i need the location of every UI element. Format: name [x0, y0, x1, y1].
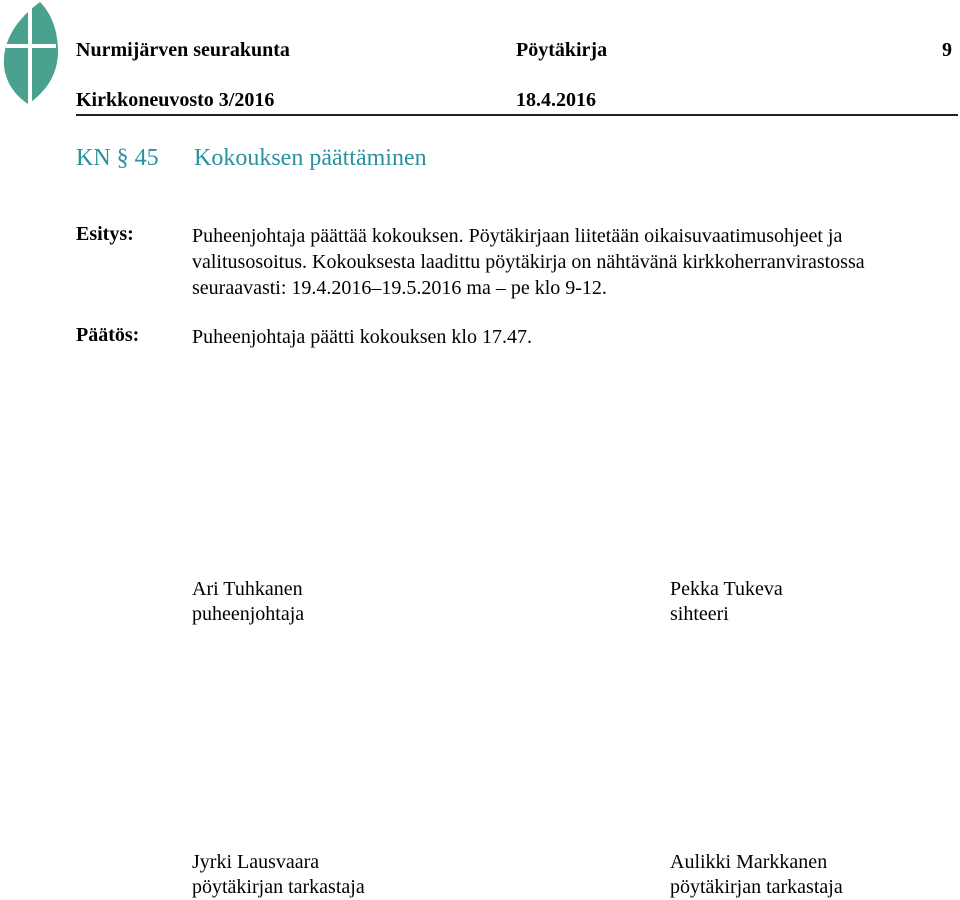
organization-name: Nurmijärven seurakunta — [76, 39, 290, 61]
signature-examiner-2 — [670, 850, 843, 900]
proposal-text: Puheenjohtaja päättää kokouksen. Pöytäkirjaan liitetään oikaisuvaatimusohjeet ja valitusosoitus. Kokouksesta laadittu pöytäkirja on nähtävänä kirkkoherranvirastossa seuraavasti: 19.4.2016–19.5.2016 ma – pe klo 9-12. — [192, 225, 865, 299]
signature-role: sihteeri — [670, 603, 729, 625]
document-type: Pöytäkirja — [516, 39, 608, 61]
signature-name: Ari Tuhkanen — [192, 578, 303, 600]
page-number: 9 — [942, 39, 952, 61]
signature-secretary — [670, 577, 783, 627]
signature-chair — [192, 577, 304, 627]
meeting-body: Kirkkoneuvosto 3/2016 — [76, 89, 275, 111]
signature-name: Pekka Tukeva — [670, 578, 783, 600]
signature-name: Jyrki Lausvaara — [192, 851, 320, 873]
meeting-date: 18.4.2016 — [516, 89, 596, 111]
header-divider — [76, 114, 958, 116]
signature-name: Aulikki Markkanen — [670, 851, 828, 873]
signature-role: pöytäkirjan tarkastaja — [670, 876, 843, 898]
section-heading — [76, 144, 427, 172]
signature-examiner-1 — [192, 850, 365, 900]
decision-text: Puheenjohtaja päätti kokouksen klo 17.47. — [192, 326, 532, 348]
proposal-label: Esitys: — [76, 223, 134, 245]
decision-label: Päätös: — [76, 324, 140, 346]
signature-role: puheenjohtaja — [192, 603, 305, 625]
church-leaf-cross-logo-icon — [0, 0, 60, 108]
section-title: Kokouksen päättäminen — [194, 145, 427, 171]
section-number: KN § 45 — [76, 145, 159, 171]
signature-role: pöytäkirjan tarkastaja — [192, 876, 365, 898]
